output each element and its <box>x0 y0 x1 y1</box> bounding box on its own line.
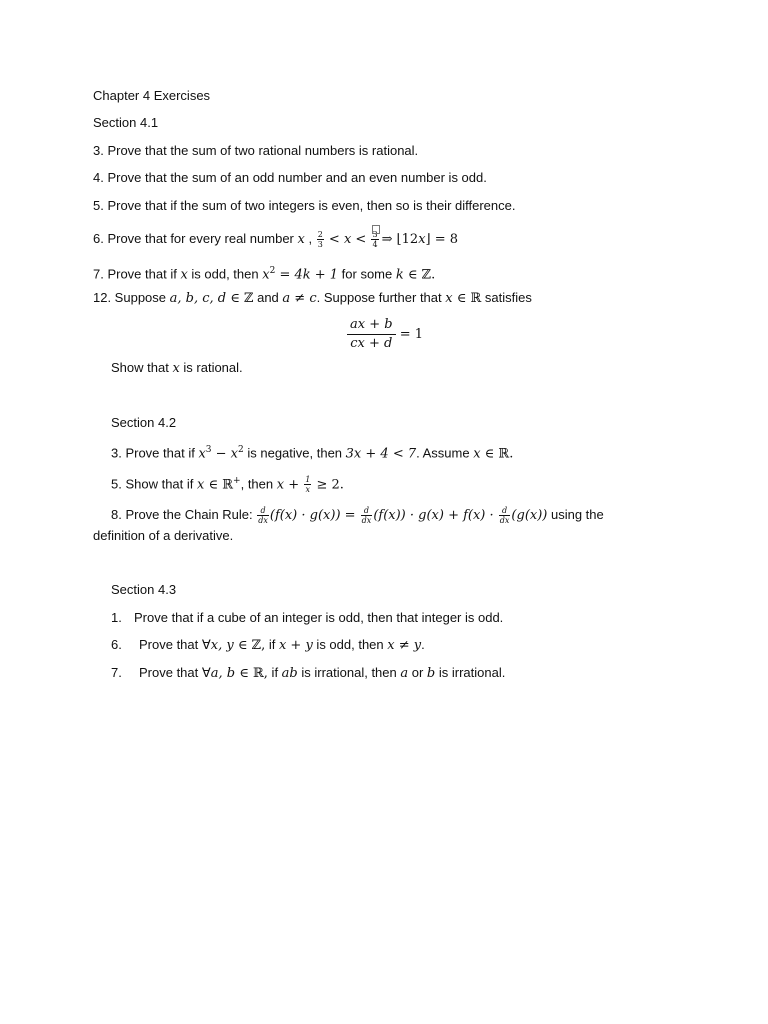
math-var: x <box>172 361 180 376</box>
math-var: x <box>180 267 188 283</box>
section-4-3-heading: Section 4.3 <box>111 582 177 597</box>
math-var: x <box>445 291 453 306</box>
exercise-4-2-8-line2: definition of a derivative. <box>93 528 234 543</box>
derivative-operator <box>499 506 511 525</box>
list-number: 6. <box>111 637 122 652</box>
math-expr: (g(x)) <box>511 508 548 523</box>
derivative-operator <box>257 506 269 525</box>
math-var: k <box>395 267 404 283</box>
list-number: 1. <box>111 610 122 625</box>
math-expr: − x <box>211 446 239 462</box>
exercise-text: is negative, then <box>243 445 346 461</box>
math-expr: ∈ ℝ. <box>480 446 514 462</box>
exercise-text: 8. Prove the Chain Rule: <box>111 507 257 522</box>
math-op: < <box>351 232 371 247</box>
math-expr: 3x + 4 < 7 <box>345 446 417 462</box>
exercise-text: . Assume <box>416 445 474 461</box>
exercise-text: Show that <box>111 360 173 375</box>
math-expr: = 4k + 1 <box>275 267 339 283</box>
exercise-4-3-1 <box>111 609 503 627</box>
exercise-text: Prove that ∀ <box>139 637 211 652</box>
fraction <box>304 475 311 494</box>
exercise-text: is odd, then <box>312 637 388 652</box>
math-expr: x <box>198 446 206 462</box>
math-expr: ⇒ ⌊12 <box>381 232 419 247</box>
exercise-text: . <box>421 637 425 652</box>
math-expr: ≥ 2. <box>312 477 344 493</box>
derivative-operator <box>361 506 373 525</box>
math-expr: x + <box>276 477 304 493</box>
math-expr: ⌋ = 8 <box>425 232 459 247</box>
math-expr: ∈ ℝ <box>204 477 234 493</box>
math-var: x <box>197 477 205 493</box>
exercise-text: is irrational, then <box>297 665 401 680</box>
exercise-4-2-3 <box>111 441 513 463</box>
math-var: b <box>426 666 436 681</box>
math-vars: x, y <box>210 638 234 653</box>
math-expr: x + y <box>278 638 313 653</box>
exercise-text: , then <box>240 476 277 492</box>
math-var: x <box>473 446 481 462</box>
exercise-4-2-5 <box>111 472 344 494</box>
fraction <box>347 316 396 353</box>
exercise-text: Prove that if a cube of an integer is odd, then that integer is odd. <box>134 610 504 625</box>
exercise-text: is irrational. <box>435 665 506 680</box>
fraction <box>317 230 324 249</box>
list-number: 7. <box>111 665 122 680</box>
math-vars: a, b <box>210 666 236 681</box>
fraction-numerator: d <box>361 506 373 516</box>
math-expr: ∈ ℝ, <box>235 666 268 681</box>
exercise-4-1-6 <box>93 230 458 249</box>
math-exponent: 2 <box>269 266 276 276</box>
fraction-denominator: dx <box>361 516 372 526</box>
fraction-numerator: 2 <box>317 230 323 240</box>
exercise-text: for some <box>338 266 396 282</box>
math-expr: (f(x)) · g(x) + f(x) · <box>373 508 498 523</box>
exercise-text: and <box>253 290 283 305</box>
exercise-text: is rational. <box>179 360 243 375</box>
exercise-text: 7. Prove that if <box>93 266 181 282</box>
fraction-numerator: 1 <box>305 475 311 485</box>
math-expr: = 1 <box>395 326 423 342</box>
exercise-4-1-7 <box>93 262 435 284</box>
exercise-4-1-3: 3. Prove that the sum of two rational numbers is rational. <box>93 143 419 158</box>
math-op: < <box>324 232 344 247</box>
math-punct: , <box>304 231 313 246</box>
exercise-text: 5. Show that if <box>111 476 197 492</box>
exercise-text: satisfies <box>481 290 532 305</box>
fraction-numerator: d <box>257 506 269 516</box>
exercise-text: using the <box>547 507 604 522</box>
math-expr: x <box>262 267 270 283</box>
display-equation <box>347 316 423 353</box>
fraction-denominator: 3 <box>317 240 323 250</box>
chapter-title: Chapter 4 Exercises <box>93 88 211 103</box>
section-4-1-heading: Section 4.1 <box>93 115 159 130</box>
fraction-denominator: dx <box>499 516 510 526</box>
math-expr: ∈ ℤ. <box>403 267 436 283</box>
exercise-4-1-12 <box>93 289 532 308</box>
math-expr: x ≠ y <box>387 638 422 653</box>
exercise-4-1-4: 4. Prove that the sum of an odd number and an even number is odd. <box>93 170 487 185</box>
fraction-numerator: ax + b <box>347 316 396 335</box>
math-expr: ∈ ℤ <box>226 291 254 306</box>
exercise-text: if <box>267 665 282 680</box>
fraction-numerator: 3 <box>372 230 378 240</box>
exercise-4-3-7 <box>111 664 505 683</box>
fraction-denominator: dx <box>258 516 268 526</box>
exercise-text: 6. Prove that for every real number <box>93 231 298 246</box>
math-exponent: 2 <box>238 445 244 455</box>
exercise-text: 12. Suppose <box>93 290 170 305</box>
math-exponent: 3 <box>205 445 212 455</box>
exercise-text: Prove that ∀ <box>139 665 211 680</box>
math-var: x <box>343 232 352 247</box>
exercise-4-2-8 <box>111 506 604 525</box>
fraction-numerator: d <box>499 506 511 516</box>
math-var: a <box>400 666 409 681</box>
math-expr: (f(x) · g(x)) = <box>269 508 360 523</box>
section-4-2-heading: Section 4.2 <box>111 415 177 430</box>
math-var: x <box>418 232 426 247</box>
fraction-denominator: 4 <box>372 240 378 250</box>
exercise-4-1-12-show <box>111 359 243 378</box>
equation-placeholder-icon <box>372 225 380 234</box>
math-var: x <box>297 232 305 247</box>
exercise-text: 3. Prove that if <box>111 445 199 461</box>
math-exponent: + <box>233 476 241 486</box>
exercise-4-1-5: 5. Prove that if the sum of two integers is even, then so is their difference. <box>93 198 516 213</box>
exercise-text: is odd, then <box>187 266 263 282</box>
math-expr: ∈ ℝ <box>452 291 482 306</box>
fraction-denominator: x <box>305 485 311 495</box>
math-expr: a ≠ c <box>282 291 317 306</box>
math-expr: ∈ ℤ, <box>233 638 266 653</box>
exercise-4-3-6 <box>111 636 425 655</box>
math-vars: a, b, c, d <box>169 291 227 306</box>
exercise-text: if <box>265 637 279 652</box>
math-expr: ab <box>281 666 298 681</box>
fraction-denominator: cx + d <box>350 336 393 351</box>
exercise-text: . Suppose further that <box>316 290 446 305</box>
exercise-text: or <box>408 665 427 680</box>
